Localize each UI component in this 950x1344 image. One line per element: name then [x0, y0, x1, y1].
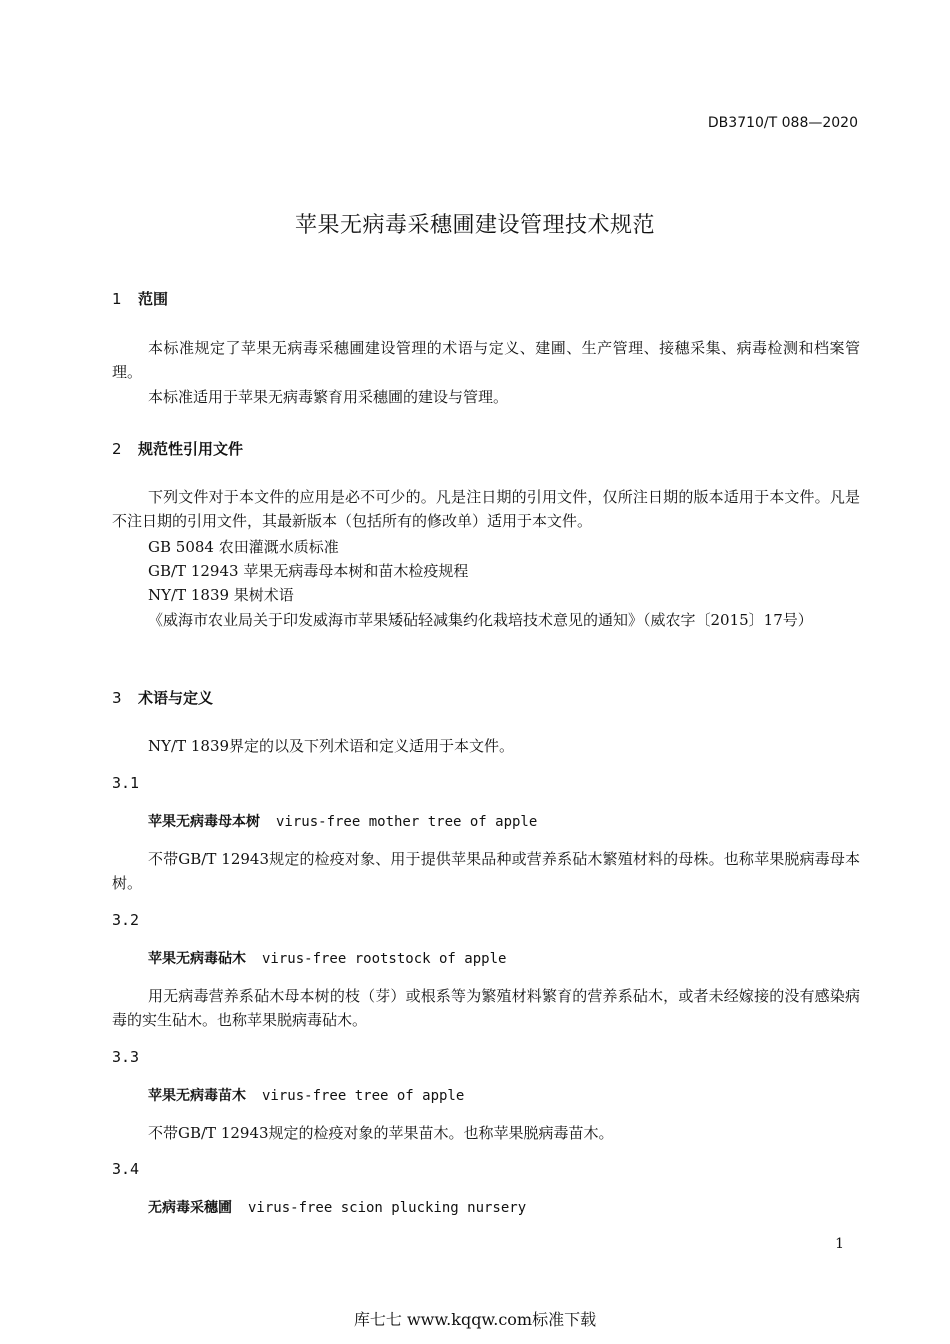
- term-chinese: 苹果无病毒砧木: [148, 951, 246, 967]
- term-entry: [148, 948, 506, 968]
- term-definition: 用无病毒营养系砧木母本树的枝（芽）或根系等为繁殖材料繁育的营养系砧木，或者未经嫁接的没有感染病毒的实生砧木。也称苹果脱病毒砧木。: [112, 987, 860, 1029]
- reference-item: GB 5084 农田灌溉水质标准: [148, 538, 339, 556]
- term-definition: 不带GB/T 12943规定的检疫对象、用于提供苹果品种或营养系砧木繁殖材料的母株。也称苹果脱病毒母本树。: [112, 850, 860, 892]
- term-chinese: 无病毒采穗圃: [148, 1200, 232, 1216]
- reference-notice: 《威海市农业局关于印发威海市苹果矮砧轻减集约化栽培技术意见的通知》（威农字〔2015〕17号）: [148, 611, 813, 629]
- term-english: virus-free rootstock of apple: [262, 951, 507, 967]
- term-english: virus-free tree of apple: [262, 1088, 465, 1104]
- term-english: virus-free scion plucking nursery: [248, 1200, 527, 1216]
- document-code: DB3710/T 088—2020: [707, 115, 858, 131]
- section-2-intro: 下列文件对于本文件的应用是必不可少的。凡是注日期的引用文件，仅所注日期的版本适用于本文件。凡是不注日期的引用文件，其最新版本（包括所有的修改单）适用于本文件。: [112, 488, 860, 530]
- footer-watermark: 库七七 www.kqqw.com标准下载: [353, 1310, 597, 1329]
- clause-number: 3.3: [112, 1048, 140, 1066]
- section-3-intro: NY/T 1839界定的以及下列术语和定义适用于本文件。: [148, 737, 515, 755]
- term-entry: [148, 1197, 526, 1217]
- reference-item: NY/T 1839 果树术语: [148, 586, 294, 604]
- term-entry: [148, 1085, 464, 1105]
- section-title: 范围: [138, 290, 169, 308]
- section-1-heading: [112, 288, 168, 309]
- section-1-paragraph-1: 本标准规定了苹果无病毒采穗圃建设管理的术语与定义、建圃、生产管理、接穗采集、病毒检测和档案管理。: [112, 339, 860, 381]
- clause-number: 3.2: [112, 911, 140, 929]
- term-entry: [148, 811, 537, 831]
- section-number: 2: [112, 440, 122, 458]
- section-number: 1: [112, 290, 122, 308]
- term-definition: 不带GB/T 12943规定的检疫对象的苹果苗木。也称苹果脱病毒苗木。: [148, 1124, 614, 1142]
- term-chinese: 苹果无病毒苗木: [148, 1088, 246, 1104]
- reference-item: GB/T 12943 苹果无病毒母本树和苗木检疫规程: [148, 562, 469, 580]
- clause-number: 3.4: [112, 1160, 140, 1178]
- clause-number: 3.1: [112, 774, 140, 792]
- document-title: 苹果无病毒采穗圃建设管理技术规范: [294, 213, 655, 238]
- section-number: 3: [112, 689, 122, 707]
- section-3-heading: [112, 687, 213, 708]
- section-title: 规范性引用文件: [138, 440, 244, 458]
- term-english: virus-free mother tree of apple: [276, 814, 538, 830]
- section-2-heading: [112, 438, 243, 459]
- section-title: 术语与定义: [138, 689, 214, 707]
- page-number: 1: [835, 1236, 844, 1252]
- section-1-paragraph-2: 本标准适用于苹果无病毒繁育用采穗圃的建设与管理。: [148, 388, 509, 406]
- term-chinese: 苹果无病毒母本树: [148, 814, 260, 830]
